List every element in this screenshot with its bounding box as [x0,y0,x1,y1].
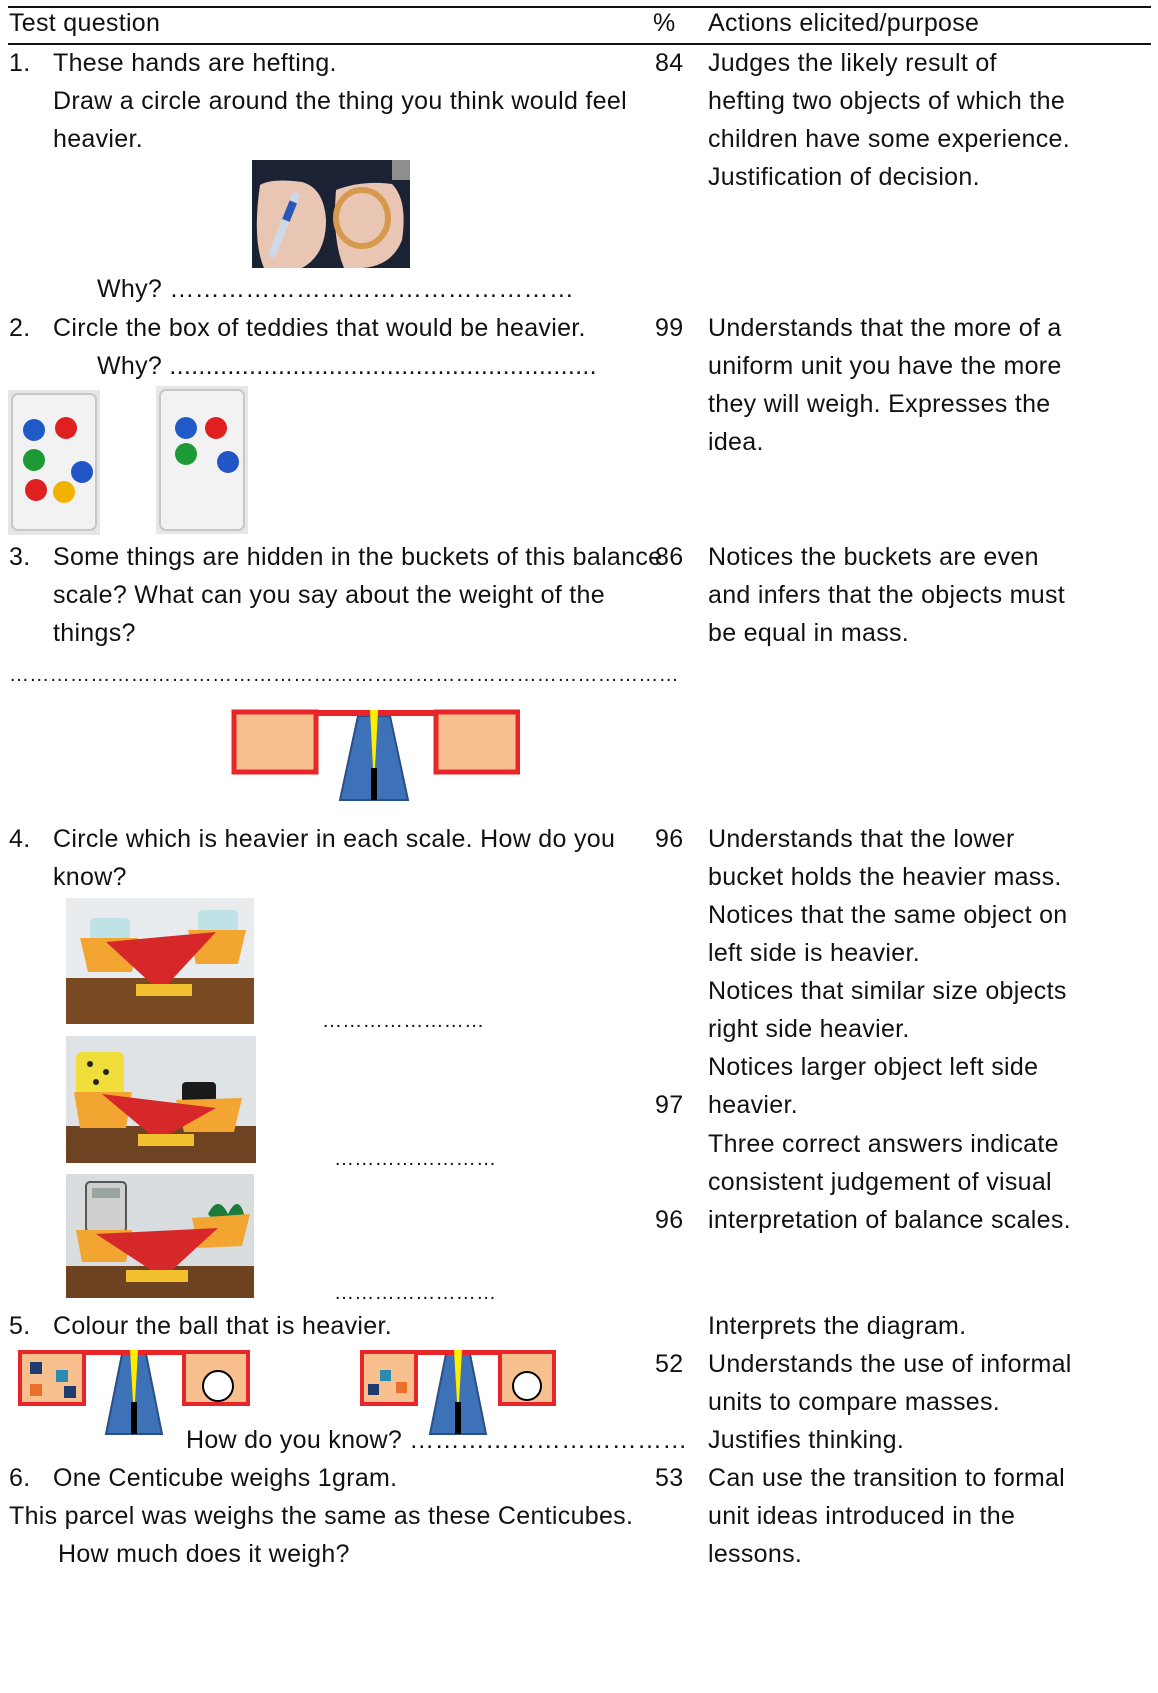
q3-action: be equal in mass. [708,619,910,647]
q4-action: left side is heavier. [708,939,920,967]
q3-number: 3. [9,543,31,571]
scale-photo-cups [66,898,254,1024]
q3-line: things? [53,619,136,647]
q6-line: This parcel was weighs the same as these Centicubes. [9,1502,634,1530]
q3-action: and infers that the objects must [708,581,1066,609]
q6-percent: 53 [655,1464,684,1492]
q6-action: lessons. [708,1540,803,1568]
hands-hefting-photo [252,160,410,268]
q4-action: consistent judgement of visual [708,1168,1052,1196]
q2-number: 2. [9,314,31,342]
q2-action: Understands that the more of a [708,314,1062,342]
q1-action: Judges the likely result of [708,49,997,77]
scale-photo-dice-mug [66,1036,256,1163]
top-rule [8,6,1151,8]
q1-line: These hands are hefting. [53,49,337,77]
column-header-percent: % [653,9,676,37]
q3-answer-dots: ……………………………………………………………………………………… [9,664,679,686]
q4-action: Notices larger object left side [708,1053,1039,1081]
q6-action: unit ideas introduced in the [708,1502,1016,1530]
teddies-box-six-photo [8,390,100,535]
q1-line: heavier. [53,125,143,153]
q5-number: 5. [9,1312,31,1340]
q4-answer-dots[interactable]: …………………… [334,1148,497,1170]
scale-photo-calculator-scissors [66,1174,254,1298]
q4-action: right side heavier. [708,1015,910,1043]
q4-percent: 96 [655,825,684,853]
q6-number: 6. [9,1464,31,1492]
q2-action: uniform unit you have the more [708,352,1062,380]
q2-percent: 99 [655,314,684,342]
q5-action: units to compare masses. [708,1388,1001,1416]
q2-why-line: Why? ........................................................... [97,352,597,380]
q4-percent: 97 [655,1091,684,1119]
q4-answer-dots[interactable]: …………………… [322,1010,485,1032]
q4-line: Circle which is heavier in each scale. How do you [53,825,616,853]
q3-line: Some things are hidden in the buckets of this balance [53,543,663,571]
q1-percent: 84 [655,49,684,77]
teddies-box-four-photo [156,386,248,534]
q1-number: 1. [9,49,31,77]
q1-action: hefting two objects of which the [708,87,1066,115]
q1-action: children have some experience. [708,125,1070,153]
q4-action: interpretation of balance scales. [708,1206,1071,1234]
q1-why-line: Why? ………………………………………… [97,275,575,303]
balance-scale-cubes-ball-left [16,1348,252,1436]
q4-action: heavier. [708,1091,798,1119]
q6-line: One Centicube weighs 1gram. [53,1464,398,1492]
q6-action: Can use the transition to formal [708,1464,1065,1492]
q4-percent: 96 [655,1206,684,1234]
q4-action: bucket holds the heavier mass. [708,863,1062,891]
column-header-actions: Actions elicited/purpose [708,9,980,37]
q4-action: Notices that the same object on [708,901,1068,929]
q4-number: 4. [9,825,31,853]
q3-line: scale? What can you say about the weight of the [53,581,605,609]
q4-action: Understands that the lower [708,825,1015,853]
q5-percent: 52 [655,1350,684,1378]
q4-answer-dots[interactable]: …………………… [334,1282,497,1304]
q3-action: Notices the buckets are even [708,543,1039,571]
q4-action: Three correct answers indicate [708,1130,1059,1158]
balance-scale-diagram [230,708,520,806]
q5-action: Interprets the diagram. [708,1312,967,1340]
q3-percent: 86 [655,543,684,571]
balance-scale-cubes-ball-right [358,1348,558,1436]
q2-action: they will weigh. Expresses the [708,390,1051,418]
q5-how-line: How do you know? …………………………… [186,1426,688,1454]
q2-action: idea. [708,428,764,456]
q6-line: How much does it weigh? [58,1540,350,1568]
q4-action: Notices that similar size objects [708,977,1067,1005]
q1-line: Draw a circle around the thing you think would feel [53,87,627,115]
q5-action: Understands the use of informal [708,1350,1072,1378]
q5-action: Justifies thinking. [708,1426,905,1454]
q2-line: Circle the box of teddies that would be heavier. [53,314,586,342]
column-header-question: Test question [9,9,161,37]
q5-line: Colour the ball that is heavier. [53,1312,392,1340]
q1-action: Justification of decision. [708,163,980,191]
header-rule [8,43,1151,45]
q4-line: know? [53,863,127,891]
